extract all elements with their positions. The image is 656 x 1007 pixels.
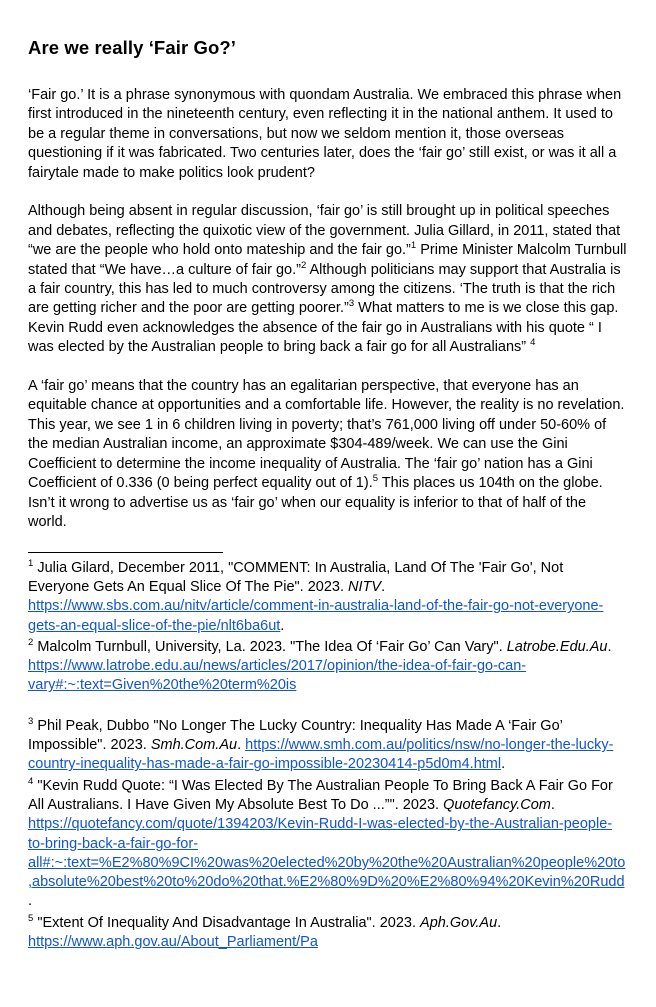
text-run: Prime Minister Malcolm Turnbull stated that “We have…a culture of fair go.” bbox=[28, 242, 627, 278]
body-paragraph bbox=[28, 377, 628, 532]
footnote bbox=[28, 559, 628, 636]
source-title: Smh.Com.Au bbox=[150, 737, 238, 754]
text-run: Malcolm Turnbull, University, La. 2023. "The Idea Of ‘Fair Go’ Can Vary". bbox=[33, 638, 507, 655]
text-run: Phil Peak, Dubbo "No Longer The Lucky Country: Inequality Has Made A ‘Fair Go’ Impossible". 2023. bbox=[28, 717, 563, 754]
body-paragraphs bbox=[28, 86, 628, 532]
footnote bbox=[28, 638, 628, 696]
footnote-marker: 5 bbox=[28, 912, 34, 924]
text-run: "Kevin Rudd Quote: “I Was Elected By The Australian People To Bring Back A Fair Go For All Australians. I Have Given My Absolute Best To Do ...”". 2023. bbox=[28, 777, 613, 813]
text-run: . bbox=[607, 638, 612, 655]
body-paragraph bbox=[28, 202, 628, 357]
text-run: . bbox=[497, 914, 502, 931]
footnote bbox=[28, 717, 628, 775]
footnote-reference: 4 bbox=[530, 337, 536, 349]
body-paragraph bbox=[28, 86, 628, 183]
source-title: Latrobe.Edu.Au bbox=[506, 638, 608, 655]
footnote-link[interactable]: https://www.aph.gov.au/About_Parliament/Pa bbox=[28, 934, 318, 951]
footnote-reference: 5 bbox=[372, 473, 379, 485]
footnote-marker: 2 bbox=[28, 637, 34, 649]
footnote-marker: 3 bbox=[28, 715, 34, 727]
text-run: . bbox=[237, 737, 246, 754]
text-run: . bbox=[280, 617, 285, 634]
text-run: . bbox=[28, 893, 33, 910]
footnote-link[interactable]: https://www.latrobe.edu.au/news/articles/2017/opinion/the-idea-of-fair-go-can-vary#:~:text=Given%20the%20term%20is bbox=[28, 658, 527, 694]
source-title: Aph.Gov.Au bbox=[420, 914, 498, 931]
text-run: This places us 104th on the globe. Isn’t it wrong to advertise us as ‘fair go’ when our equality is inferior to that of half of the world. bbox=[28, 475, 603, 530]
text-run: ‘Fair go.’ It is a phrase synonymous with quondam Australia. We embraced this phrase when first introduced in the nineteenth century, even reflecting it in the national anthem. It used to be a regular theme in conversations, but now we seldom mention it, those overseas questioning if it was fabricated. Two centuries later, does the ‘fair go’ still exist, or was it all a fairytale made to make politics look prudent? bbox=[28, 87, 622, 181]
text-run: . bbox=[381, 579, 386, 595]
text-run: Although politicians may support that Australia is a fair country, this has led to much controversy among the citizens. ‘The truth is that the rich are getting richer and the poor are getting poorer.” bbox=[28, 261, 621, 317]
footnote-reference: 3 bbox=[348, 298, 355, 310]
footnote-separator bbox=[28, 552, 223, 553]
footnote-marker: 4 bbox=[28, 775, 34, 787]
footnote-link[interactable]: https://quotefancy.com/quote/1394203/Kevin-Rudd-I-was-elected-by-the-Australian-people-to-bring-back-a-fair-go-for-all#:~:text=%E2%80%9CI%20was%20elected%20by%20the%20Australian%20people%20to,absolute%20best%20to%20do%20that.%E2%80%9D%20%E2%80%94%20Kevin%20Rudd bbox=[28, 816, 626, 891]
footnote-reference: 1 bbox=[410, 240, 417, 252]
text-run: . bbox=[501, 756, 506, 773]
text-run: A ‘fair go’ means that the country has an egalitarian perspective, that everyone has an equitable chance at opportunities and a comfortable life. However, the reality is no revelation. This year, we see 1 in 6 children living in poverty; that’s 761,000 living off under 50-60% of the median Australian income, an approximate $304-489/week. We can use the Gini Coefficient to determine the income inequality of Australia. The ‘fair go’ nation has a Gini Coefficient of 0.336 (0 being perfect equality out of 1). bbox=[28, 378, 625, 492]
text-run: Julia Gilard, December 2011, "COMMENT: In Australia, Land Of The 'Fair Go', Not Everyone Gets An Equal Slice Of The Pie". 2023. bbox=[28, 559, 564, 595]
text-run: . bbox=[550, 796, 555, 813]
footnotes-section bbox=[28, 559, 628, 953]
footnote-marker: 1 bbox=[28, 557, 34, 569]
footnote-reference: 2 bbox=[300, 259, 307, 271]
footnote bbox=[28, 777, 628, 912]
source-title: NITV bbox=[348, 579, 382, 595]
text-run: "Extent Of Inequality And Disadvantage In Australia". 2023. bbox=[33, 914, 421, 931]
footnote-link[interactable]: https://www.smh.com.au/politics/nsw/no-longer-the-lucky-country-inequality-has-made-a-fair-go-impossible-20230414-p5d0m4.html bbox=[28, 737, 614, 773]
text-run: Although being absent in regular discussion, ‘fair go’ is still brought up in political speeches and debates, reflecting the quixotic view of the government. Julia Gillard, in 2011, stated that “we are the people who hold onto mateship and the fair go.” bbox=[28, 203, 621, 259]
text-run: What matters to me is we close this gap. Kevin Rudd even acknowledges the absence of the fair go in Australians with his quote “ I was elected by the Australian people to bring back a fair go for all Australians” bbox=[28, 300, 619, 356]
footnote bbox=[28, 914, 628, 953]
source-title: Quotefancy.Com bbox=[443, 796, 551, 813]
footnote-link[interactable]: https://www.sbs.com.au/nitv/article/comment-in-australia-land-of-the-fair-go-not-everyone-gets-an-equal-slice-of-the-pie/nlt6ba6ut bbox=[28, 598, 604, 634]
document-title: Are we really ‘Fair Go?’ bbox=[28, 37, 237, 58]
